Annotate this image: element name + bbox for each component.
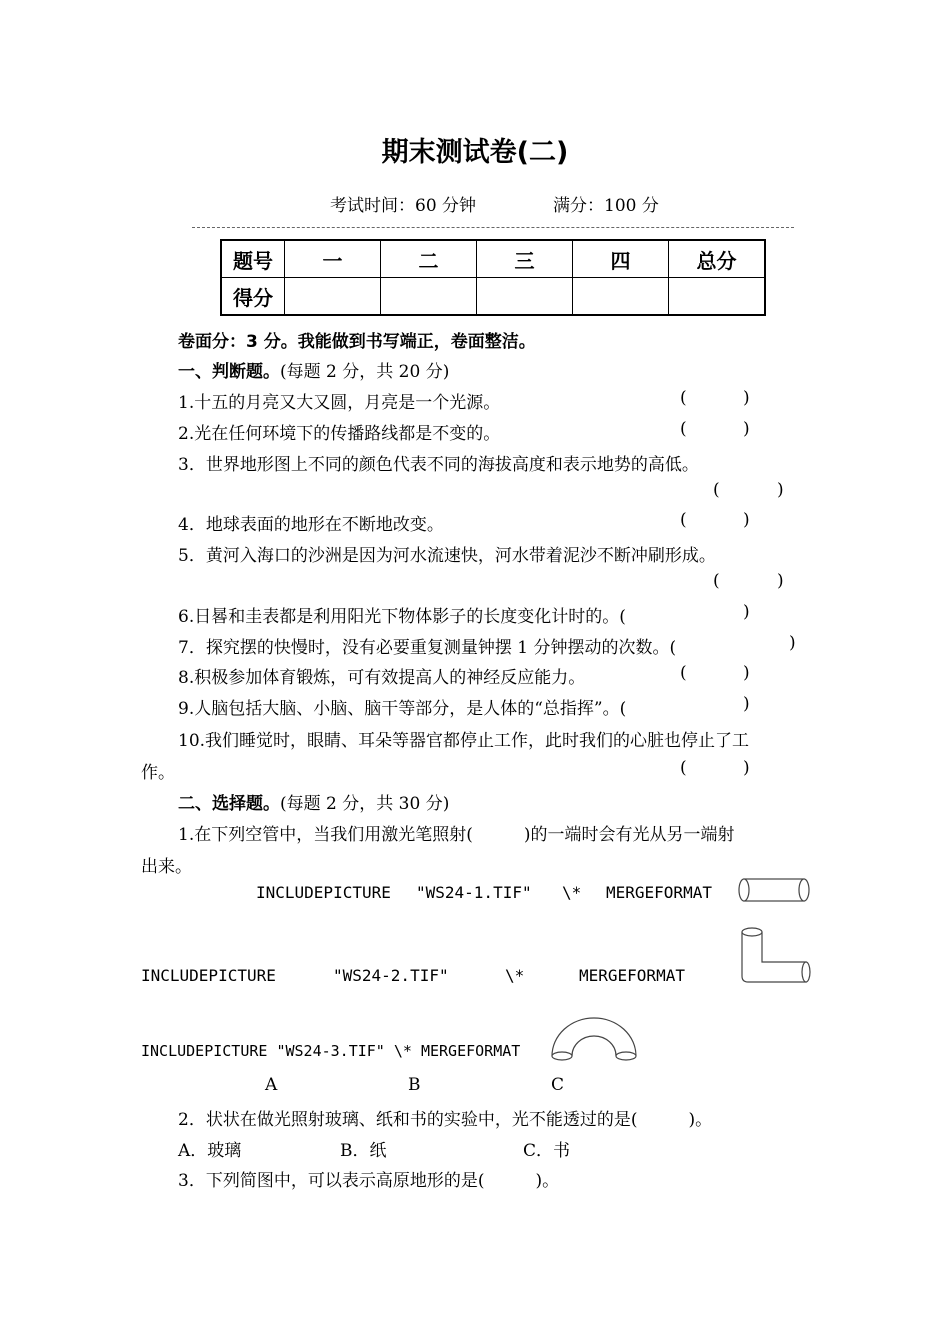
field-code: INCLUDEPICTURE <box>256 883 391 902</box>
answer-paren-open: ( <box>680 510 687 530</box>
answer-paren-close: ) <box>743 388 750 408</box>
divider <box>192 227 794 228</box>
score-table-cell: 四 <box>573 240 669 278</box>
option-label-c: C <box>551 1075 565 1095</box>
full-score: 满分：100 分 <box>553 196 659 216</box>
question-text: 1.在下列空管中，当我们用激光笔照射( )的一端时会有光从另一端射 <box>178 825 735 845</box>
question-text: 6.日晷和圭表都是利用阳光下物体影子的长度变化计时的。( <box>178 607 626 627</box>
option-b: B．纸 <box>340 1141 387 1161</box>
answer-paren-open: ( <box>680 758 687 778</box>
question-text: 9.人脑包括大脑、小脑、脑干等部分，是人体的“总指挥”。( <box>178 699 627 719</box>
score-input-cell[interactable] <box>381 278 477 316</box>
option-a: A．玻璃 <box>178 1141 242 1161</box>
straight-tube-icon <box>738 876 812 906</box>
answer-paren-open: ( <box>680 419 687 439</box>
field-code: MERGEFORMAT <box>579 966 685 985</box>
score-input-cell[interactable] <box>573 278 669 316</box>
answer-paren-open: ( <box>713 480 720 500</box>
score-table-cell: 一 <box>285 240 381 278</box>
field-code: "WS24-1.TIF" <box>416 883 532 902</box>
answer-paren-open: ( <box>713 571 720 591</box>
field-code: MERGEFORMAT <box>606 883 712 902</box>
question-text: 2．状状在做光照射玻璃、纸和书的实验中，光不能透过的是( )。 <box>178 1110 713 1130</box>
score-table-cell: 二 <box>381 240 477 278</box>
question-text: 出来。 <box>141 857 192 877</box>
question-text: 10.我们睡觉时，眼睛、耳朵等器官都停止工作，此时我们的心脏也停止了工 <box>178 731 750 751</box>
section2-note: (每题 2 分，共 30 分) <box>280 794 450 814</box>
curved-tube-icon <box>548 1014 640 1064</box>
question-text: 3．下列简图中，可以表示高原地形的是( )。 <box>178 1171 560 1191</box>
score-table-cell: 三 <box>477 240 573 278</box>
answer-paren-close: ) <box>743 419 750 439</box>
answer-paren-close: ) <box>777 571 784 591</box>
field-code: "WS24-2.TIF" <box>333 966 449 985</box>
option-c: C．书 <box>523 1141 571 1161</box>
answer-paren-open: ( <box>680 663 687 683</box>
question-text: 5．黄河入海口的沙洲是因为河水流速快，河水带着泥沙不断冲刷形成。 <box>178 546 716 566</box>
field-code: INCLUDEPICTURE <box>141 966 276 985</box>
answer-paren-close: ) <box>743 758 750 778</box>
score-table-cell: 得分 <box>221 278 285 316</box>
section2-heading-text: 二、选择题。 <box>178 794 280 814</box>
score-table-score-row <box>221 278 765 316</box>
question-text: 4．地球表面的地形在不断地改变。 <box>178 515 444 535</box>
answer-paren-close: ) <box>777 480 784 500</box>
section1-heading-text: 一、判断题。 <box>178 362 280 382</box>
option-label-b: B <box>408 1075 421 1095</box>
answer-paren-close: ) <box>743 510 750 530</box>
field-code: \* <box>505 966 525 985</box>
field-code: \* <box>562 883 582 902</box>
answer-paren-open: ( <box>680 388 687 408</box>
question-text: 8.积极参加体育锻炼，可有效提高人的神经反应能力。 <box>178 668 586 688</box>
exam-time: 考试时间：60 分钟 <box>330 196 477 216</box>
question-text: 3．世界地形图上不同的颜色代表不同的海拔高度和表示地势的高低。 <box>178 455 699 475</box>
answer-paren-close: ) <box>789 633 796 653</box>
section1-heading <box>178 357 449 382</box>
score-input-cell[interactable] <box>285 278 381 316</box>
neatness-note: 卷面分：3 分。我能做到书写端正，卷面整洁。 <box>178 332 536 352</box>
section2-heading <box>178 789 449 814</box>
answer-paren-close: ) <box>743 663 750 683</box>
score-input-cell[interactable] <box>477 278 573 316</box>
answer-paren-close: ) <box>743 694 750 714</box>
score-table-cell: 总分 <box>669 240 766 278</box>
question-text: 7．探究摆的快慢时，没有必要重复测量钟摆 1 分钟摆动的次数。( <box>178 638 677 658</box>
question-text: 作。 <box>141 763 175 783</box>
question-text: 1.十五的月亮又大又圆，月亮是一个光源。 <box>178 393 501 413</box>
option-label-a: A <box>265 1075 278 1095</box>
question-text: 2.光在任何环境下的传播路线都是不变的。 <box>178 424 501 444</box>
answer-paren-close: ) <box>743 602 750 622</box>
score-input-cell[interactable] <box>669 278 766 316</box>
section1-note: (每题 2 分，共 20 分) <box>280 362 450 382</box>
score-table <box>220 239 766 316</box>
bent-tube-icon <box>738 924 814 986</box>
score-table-header-row <box>221 240 765 278</box>
field-code: INCLUDEPICTURE "WS24-3.TIF" \* MERGEFORMAT <box>141 1042 521 1060</box>
page-title: 期末测试卷(二) <box>381 137 569 168</box>
score-table-cell: 题号 <box>221 240 285 278</box>
